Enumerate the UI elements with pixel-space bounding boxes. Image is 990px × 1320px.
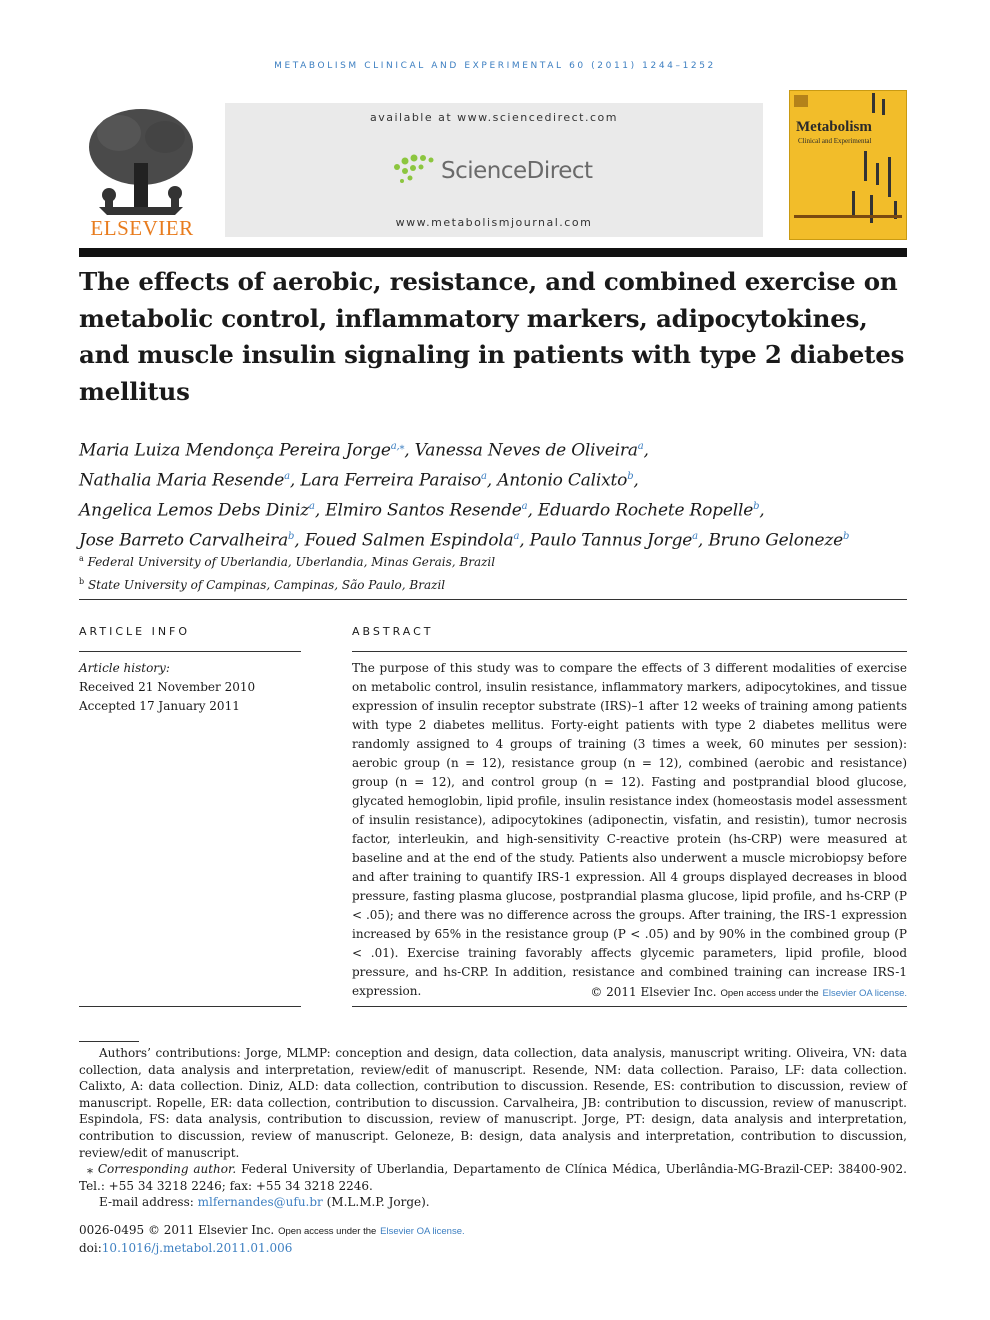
corresponding-note <box>79 1161 907 1194</box>
article-info-heading: ARTICLE INFO <box>79 625 191 638</box>
author-name[interactable]: Antonio Calixto <box>497 470 628 491</box>
doi-prefix: doi: <box>79 1241 102 1255</box>
author-affil-mark[interactable]: a <box>521 501 528 513</box>
abstract-bottom-rule <box>352 1006 907 1007</box>
author-name[interactable]: Vanessa Neves de Oliveira <box>414 440 638 461</box>
abstract-rule <box>352 651 907 652</box>
affiliation-text: Federal University of Uberlandia, Uberlandia, Minas Gerais, Brazil <box>87 555 496 569</box>
article-history <box>79 659 301 716</box>
author-name[interactable]: Bruno Geloneze <box>708 531 844 552</box>
author-affil-mark[interactable]: a <box>692 531 698 543</box>
email-note <box>79 1194 907 1211</box>
affiliation-mark: a <box>79 554 84 563</box>
history-label: Article history: <box>79 661 170 675</box>
email-suffix: (M.L.M.P. Jorge). <box>326 1195 430 1210</box>
affiliation-mark: b <box>79 577 85 586</box>
masthead-divider <box>79 248 907 257</box>
elsevier-tree-logo <box>79 103 203 233</box>
doi-line <box>79 1240 907 1257</box>
author-list: Maria Luiza Mendonça Pereira Jorge$^{a,⁎}$, Vanessa Neves de Oliveira$^a$, Nathalia Maria Resende$^a$, Lara Ferreira Paraiso$^a$, Antonio Calixto$^b$, Angelica Lemos Debs Diniz$^a$, Elmiro Santos Resende$^a$, Eduardo Rochete Ropelle$^b$, Jose Barreto Carvalheira$^b$, Foued Salmen Espindola$^a$, Paulo Tannus Jorge$^a$, Bruno Geloneze$^b$ <box>79 440 850 552</box>
author-affil-mark[interactable]: b <box>288 531 295 543</box>
author-affil-mark[interactable]: b <box>843 531 850 543</box>
bottom-oa-link[interactable]: Elsevier OA license. <box>380 1226 465 1237</box>
author-affil-mark[interactable]: a <box>309 501 315 513</box>
footnote-divider <box>79 1041 139 1042</box>
author-affil-mark[interactable]: a <box>481 471 487 483</box>
journal-citation: METABOLISM CLINICAL AND EXPERIMENTAL 60 (2011) 1244–1252 <box>274 61 716 71</box>
sciencedirect-banner <box>225 103 763 237</box>
sciencedirect-logo <box>391 153 601 193</box>
email-label: E-mail address: <box>99 1195 194 1210</box>
corresponding-mark: ⁎ <box>87 1162 93 1177</box>
accepted-date: Accepted 17 January 2011 <box>79 699 240 713</box>
affiliation-item <box>79 549 907 572</box>
received-date: Received 21 November 2010 <box>79 680 256 694</box>
bottom-identifiers <box>79 1222 907 1257</box>
sciencedirect-name: ScienceDirect <box>441 158 593 184</box>
section-divider <box>79 599 907 600</box>
journal-cover[interactable] <box>789 90 907 240</box>
bottom-oa-note: Open access under the <box>278 1226 377 1237</box>
article-info-bottom-rule <box>79 1006 301 1007</box>
cover-title: Metabolism <box>796 119 872 135</box>
sciencedirect-available[interactable]: available at www.sciencedirect.com <box>369 111 618 124</box>
sciencedirect-dots-icon <box>391 153 439 187</box>
corresponding-text: Federal University of Uberlandia, Departamento de Clínica Médica, Uberlândia-MG-Brazil-CEP: 38400-902. Tel.: +55 34 3218 2246; fax: +55 34 3218 2246. <box>79 1162 907 1193</box>
author-name[interactable]: Paulo Tannus Jorge <box>529 531 693 552</box>
author-affil-mark[interactable]: a,⁎ <box>390 441 405 452</box>
footnotes <box>79 1045 907 1211</box>
email-link[interactable]: mlfernandes@ufu.br <box>197 1195 323 1210</box>
issn-line <box>79 1222 907 1240</box>
author-name[interactable]: Elmiro Santos Resende <box>325 500 522 521</box>
corresponding-label: Corresponding author. <box>97 1162 237 1177</box>
affiliation-text: State University of Campinas, Campinas, São Paulo, Brazil <box>87 578 446 592</box>
copyright-text: © 2011 Elsevier Inc. <box>590 985 717 999</box>
author-affil-mark[interactable]: a <box>284 471 290 483</box>
affiliation-item <box>79 572 907 595</box>
author-name[interactable]: Angelica Lemos Debs Diniz <box>79 500 310 521</box>
author-affil-mark[interactable]: b <box>753 501 760 513</box>
author-affil-mark[interactable]: a <box>513 531 520 543</box>
affiliations <box>79 549 907 595</box>
masthead <box>79 90 907 240</box>
abstract-heading: ABSTRACT <box>352 625 434 638</box>
author-name[interactable]: Jose Barreto Carvalheira <box>79 531 289 552</box>
open-access-note: Open access under the <box>720 988 819 999</box>
author-name[interactable]: Foued Salmen Espindola <box>304 531 514 552</box>
cover-subtitle: Clinical and Experimental <box>798 137 872 145</box>
cover-bars-graphic <box>790 91 906 239</box>
abstract-copyright <box>352 985 907 999</box>
article-info-rule <box>79 651 301 652</box>
issn-text: 0026-0495 © 2011 Elsevier Inc. <box>79 1223 275 1237</box>
author-name[interactable]: Nathalia Maria Resende <box>79 470 285 491</box>
author-affil-mark[interactable]: a <box>637 441 644 452</box>
oa-license-link[interactable]: Elsevier OA license. <box>822 988 907 999</box>
author-name[interactable]: Maria Luiza Mendonça Pereira Jorge <box>79 440 391 461</box>
abstract-text: The purpose of this study was to compare the effects of 3 different modalities of exercise on metabolic control, insulin resistance, inflammatory markers, adipocytokines, and tissue expression of insulin receptor substrate (IRS)–1 after 12 weeks of training among patients with type 2 diabetes mellitus. Forty-eight patients with type 2 diabetes mellitus were randomly assigned to 4 groups of training (3 times a week, 60 minutes per session): aerobic group (n = 12), resistance group (n = 12), combined (aerobic and resistance) group (n = 12), and control group (n = 12). Fasting and postprandial blood glucose, glycated hemoglobin, lipid profile, insulin resistance index (homeostasis model assessment of insulin resistance), adipocytokines (adiponectin, visfatin, and resistin), tumor necrosis factor, interleukin, and high-sensitivity C-reactive protein (hs-CRP) were measured at baseline and at the end of the study. Patients also underwent a muscle microbiopsy before and after training to quantify IRS-1 expression. All 4 groups displayed decreases in blood pressure, fasting plasma glucose, postprandial plasma glucose, lipid profile, and hs-CRP (P < .05); and there was no difference across the groups. After training, the IRS-1 expression increased by 65% in the resistance group (P < .05) and by 90% in the combined group (P < .01). Exercise training favorably affects glycemic parameters, lipid profile, blood pressure, and hs-CRP. In addition, resistance and combined training can increase IRS-1 expression. <box>352 661 907 998</box>
article-title: The effects of aerobic, resistance, and combined exercise on metabolic control, inflammatory markers, adipocytokines, and muscle insulin signaling in patients with type 2 diabetes mellitus <box>79 267 905 406</box>
author-name[interactable]: Eduardo Rochete Ropelle <box>537 500 754 521</box>
elsevier-wordmark: ELSEVIER <box>90 216 194 240</box>
journal-url[interactable]: www.metabolismjournal.com <box>395 216 593 229</box>
doi-link[interactable]: 10.1016/j.metabol.2011.01.006 <box>101 1241 293 1255</box>
contributions-note: Authors’ contributions: Jorge, MLMP: conception and design, data collection, data analysis, manuscript writing. Oliveira, VN: data collection, data analysis and interpretation, review/edit of manuscript. Resende, NM: data collection. Paraiso, LF: data collection. Calixto, A: data collection. Diniz, ALD: data collection, contribution to discussion. Resende, ES: contribution to discussion, review of manuscript. Ropelle, ER: data collection, contribution to discussion. Carvalheira, JB: contribution to discussion, review of manuscript. Espindola, FS: data analysis, contribution to discussion, review of manuscript. Jorge, PT: design, data analysis and interpretation, contribution to discussion, review of manuscript. Geloneze, B: design, data analysis and interpretation, contribution to discussion, review/edit of manuscript. <box>79 1046 907 1160</box>
author-name[interactable]: Lara Ferreira Paraiso <box>300 470 482 491</box>
author-affil-mark[interactable]: b <box>627 471 634 483</box>
